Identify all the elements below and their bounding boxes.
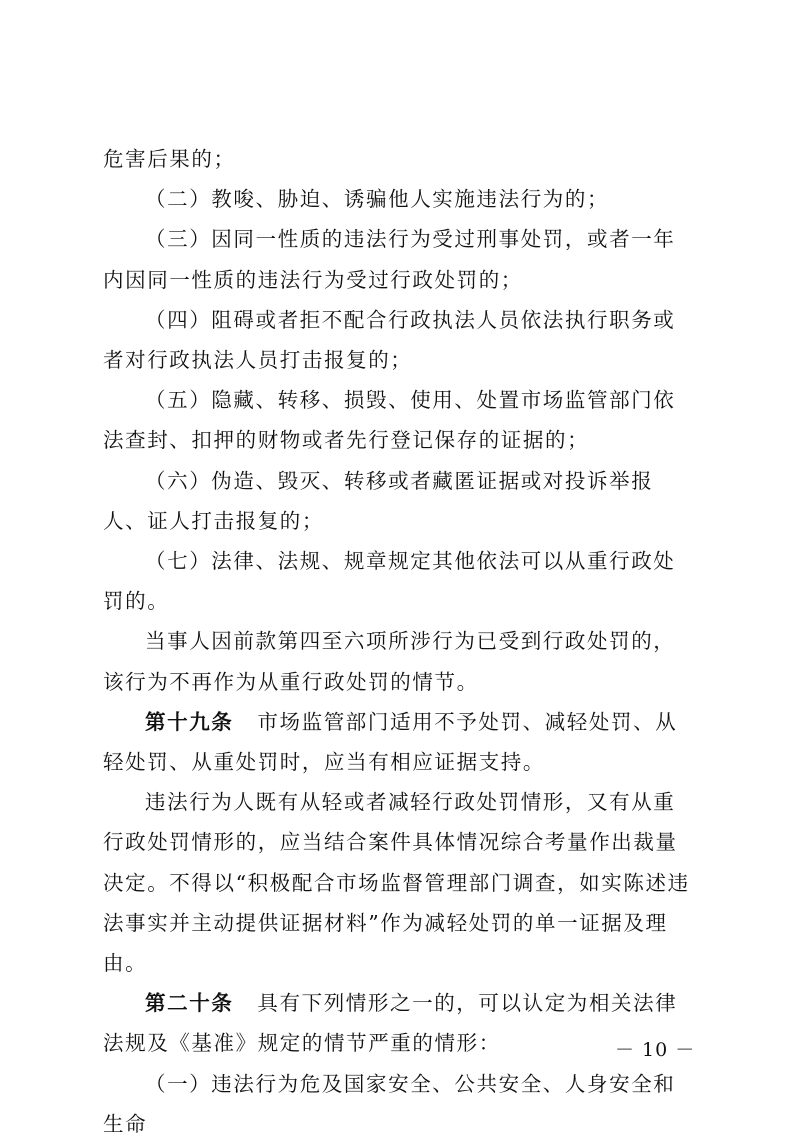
paragraph-text: 市场监管部门适用不予处罚、减轻处罚、从轻处罚、从重处罚时，应当有相应证据支持。 bbox=[103, 709, 678, 775]
paragraph-text: （一）违法行为危及国家安全、公共安全、人身安全和生命 bbox=[103, 1071, 676, 1136]
paragraph-text: 具有下列情形之一的，可以认定为相关法律法规及《基准》规定的情节严重的情形： bbox=[103, 991, 678, 1056]
document-body bbox=[103, 139, 696, 1144]
article-heading: 第十九条 bbox=[145, 709, 234, 734]
paragraph-text: 违法行为人既有从轻或者减轻行政处罚情形，又有从重行政处罚情形的，应当结合案件具体情况综合考量作出裁量决定。不得以“积极配合市场监督管理部门调查，如实陈述违法事实并主动提供证据材料”作为减轻处罚的单一证据及理由。 bbox=[103, 790, 690, 976]
paragraph-text: （四）阻碍或者拒不配合行政执法人员依法执行职务或者对行政执法人员打击报复的； bbox=[103, 307, 676, 373]
paragraph-note bbox=[103, 621, 696, 701]
list-item-5 bbox=[103, 380, 696, 460]
list-item-3 bbox=[103, 219, 696, 299]
page-number: － 10 － bbox=[615, 1039, 696, 1061]
paragraph-text: （六）伪造、毁灭、转移或者藏匿证据或对投诉举报人、证人打击报复的； bbox=[103, 468, 654, 533]
paragraph-text: 当事人因前款第四至六项所涉行为已受到行政处罚的，该行为不再作为从重行政处罚的情节。 bbox=[103, 629, 676, 694]
list-item-7 bbox=[103, 541, 696, 621]
paragraph-text: （三）因同一性质的违法行为受过刑事处罚，或者一年内因同一性质的违法行为受过行政处罚的； bbox=[103, 227, 676, 292]
paragraph-text: （二）教唆、胁迫、诱骗他人实施违法行为的； bbox=[145, 187, 610, 212]
paragraph-continuation bbox=[103, 139, 696, 179]
list-item-4 bbox=[103, 300, 696, 380]
paragraph-text: （七）法律、法规、规章规定其他依法可以从重行政处罚的。 bbox=[103, 549, 676, 614]
list-item-6 bbox=[103, 461, 696, 541]
article-20 bbox=[103, 983, 696, 1063]
paragraph-text: 危害后果的； bbox=[103, 147, 236, 171]
list-item-2 bbox=[103, 179, 696, 219]
article-19-paragraph-2 bbox=[103, 782, 696, 983]
article-heading: 第二十条 bbox=[145, 991, 234, 1016]
paragraph-text: （五）隐藏、转移、损毁、使用、处置市场监管部门依法查封、扣押的财物或者先行登记保存的证据的； bbox=[103, 388, 676, 453]
list-item-1 bbox=[103, 1064, 696, 1144]
article-19 bbox=[103, 702, 696, 782]
